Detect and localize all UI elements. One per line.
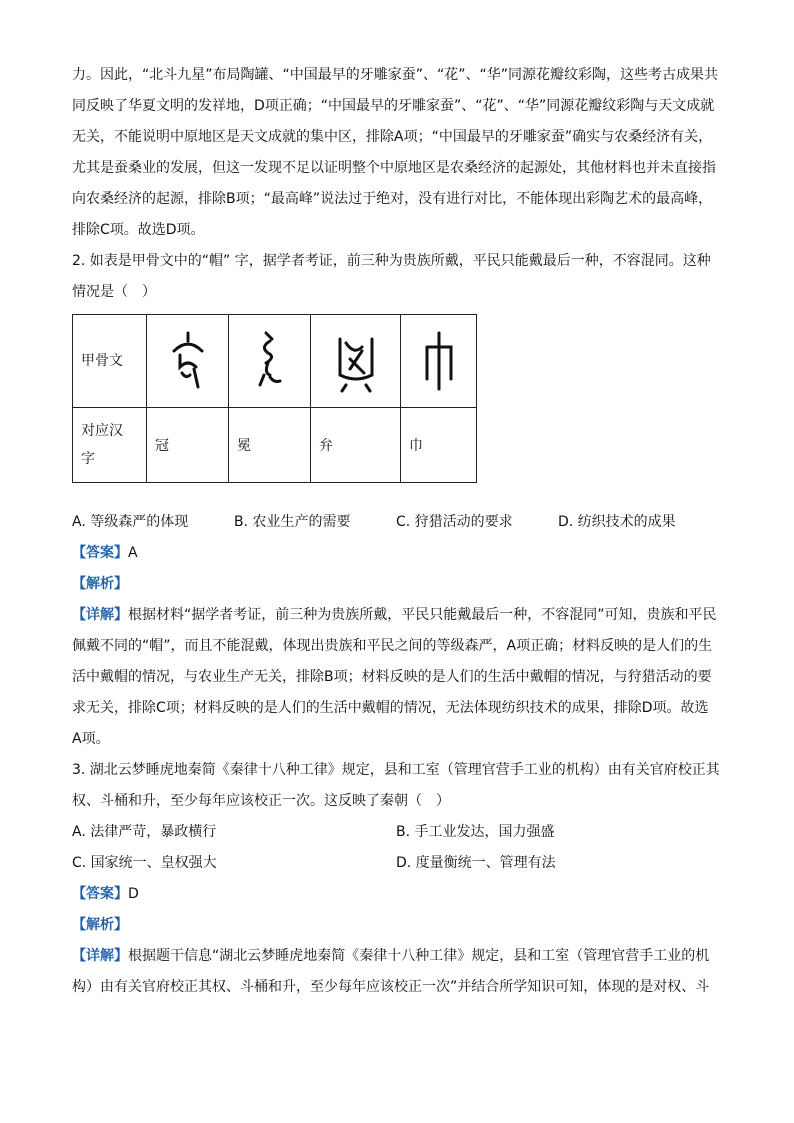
options-row <box>72 848 722 879</box>
detail-line: 构）由有关官府校正其权、斗桶和升，至少每年应该校正一次”并结合所学知识可知，体现的是对权、斗 <box>72 979 710 995</box>
text-line: 尤其是蚕桑业的发展，但这一发现不足以证明整个中原地区是农桑经济的起源处，其他材料也并未直接指 <box>72 160 716 176</box>
table-row <box>73 315 477 408</box>
option-c: C. 狩猎活动的要求 <box>396 514 513 530</box>
detail-line <box>72 941 722 972</box>
option-b: B. 手工业发达，国力强盛 <box>396 824 555 840</box>
row-header-oracle: 甲骨文 <box>73 315 147 408</box>
question-stem: 3. 湖北云梦睡虎地秦简《秦律十八种工律》规定，县和工室（管理官营手工业的机构）由有关官府校正其 <box>72 762 720 778</box>
intro-paragraph <box>72 60 722 246</box>
text-line: 排除C项。故选D项。 <box>72 222 205 238</box>
question-3 <box>72 755 722 1003</box>
option-a: A. 等级森严的体现 <box>72 514 189 530</box>
analysis-line <box>72 569 722 600</box>
detail-text: 根据题干信息“湖北云梦睡虎地秦简《秦律十八种工律》规定，县和工室（管理官营手工业的机 <box>128 948 710 964</box>
oracle-mian-icon <box>252 329 288 393</box>
detail-label: 【详解】 <box>72 607 128 623</box>
detail-label: 【详解】 <box>72 948 128 964</box>
detail-line: 佩戴不同的“帽”，而且不能混戴，体现出贵族和平民之间的等级森严，A项正确；材料反映的是人们的生 <box>72 638 713 654</box>
row-header-chars <box>73 408 147 483</box>
option-a: A. 法律严苛，暴政横行 <box>72 824 217 840</box>
analysis-label: 【解析】 <box>72 576 128 592</box>
question-stem: 权、斗桶和升，至少每年应该校正一次。这反映了秦朝（ ） <box>72 793 450 809</box>
question-stem: 情况是（ ） <box>72 284 156 300</box>
answer-value: A <box>128 545 138 561</box>
table-cell <box>147 315 229 408</box>
answer-line <box>72 879 722 910</box>
question-2 <box>72 246 722 755</box>
option-d: D. 纺织技术的成果 <box>558 514 676 530</box>
row-header-line: 对应汉 <box>81 423 123 439</box>
table-cell <box>229 315 311 408</box>
oracle-bone-table <box>72 314 477 483</box>
char-cell: 冕 <box>229 408 311 483</box>
char-cell: 巾 <box>401 408 477 483</box>
options-row <box>72 817 722 848</box>
answer-value: D <box>128 886 139 902</box>
options-row <box>72 507 722 538</box>
detail-line: 活中戴帽的情况，与农业生产无关，排除B项；材料反映的是人们的生活中戴帽的情况，与狩猎活动的要 <box>72 669 712 685</box>
row-header-line: 字 <box>81 451 95 467</box>
table-row <box>73 408 477 483</box>
option-b: B. 农业生产的需要 <box>234 514 351 530</box>
answer-label: 【答案】 <box>72 545 128 561</box>
document-page <box>72 60 722 1003</box>
table-cell <box>401 315 477 408</box>
detail-line: A项。 <box>72 731 110 747</box>
text-line: 同反映了华夏文明的发祥地，D项正确；“中国最早的牙雕家蚕”、“花”、“华”同源花瓣纹彩陶与天文成就 <box>72 98 715 114</box>
char-cell: 冠 <box>147 408 229 483</box>
detail-text: 根据材料“据学者考证，前三种为贵族所戴，平民只能戴最后一种，不容混同”可知，贵族和平民 <box>128 607 717 623</box>
analysis-line <box>72 910 722 941</box>
table-cell <box>311 315 401 408</box>
oracle-guan-icon <box>168 329 208 393</box>
answer-label: 【答案】 <box>72 886 128 902</box>
detail-line: 求无关，排除C项；材料反映的是人们的生活中戴帽的情况，无法体现纺织技术的成果，排除D项。故选 <box>72 700 709 716</box>
text-line: 无关，不能说明中原地区是天文成就的集中区，排除A项；“中国最早的牙雕家蚕”确实与农桑经济有关， <box>72 129 713 145</box>
answer-line <box>72 538 722 569</box>
detail-line <box>72 600 722 631</box>
oracle-jin-icon <box>419 329 459 393</box>
option-d: D. 度量衡统一、管理有法 <box>396 855 556 871</box>
question-stem: 2. 如表是甲骨文中的“帽” 字，据学者考证，前三种为贵族所戴，平民只能戴最后一种，不容混同。这种 <box>72 253 711 269</box>
text-line: 向农桑经济的起源，排除B项；“最高峰”说法过于绝对，没有进行对比，不能体现出彩陶艺术的最高峰， <box>72 191 713 207</box>
oracle-bian-icon <box>332 329 380 393</box>
text-line: 力。因此，“北斗九星”布局陶罐、“中国最早的牙雕家蚕”、“花”、“华”同源花瓣纹彩陶，这些考古成果共 <box>72 67 719 83</box>
analysis-label: 【解析】 <box>72 917 128 933</box>
option-c: C. 国家统一、皇权强大 <box>72 855 217 871</box>
char-cell: 弁 <box>311 408 401 483</box>
